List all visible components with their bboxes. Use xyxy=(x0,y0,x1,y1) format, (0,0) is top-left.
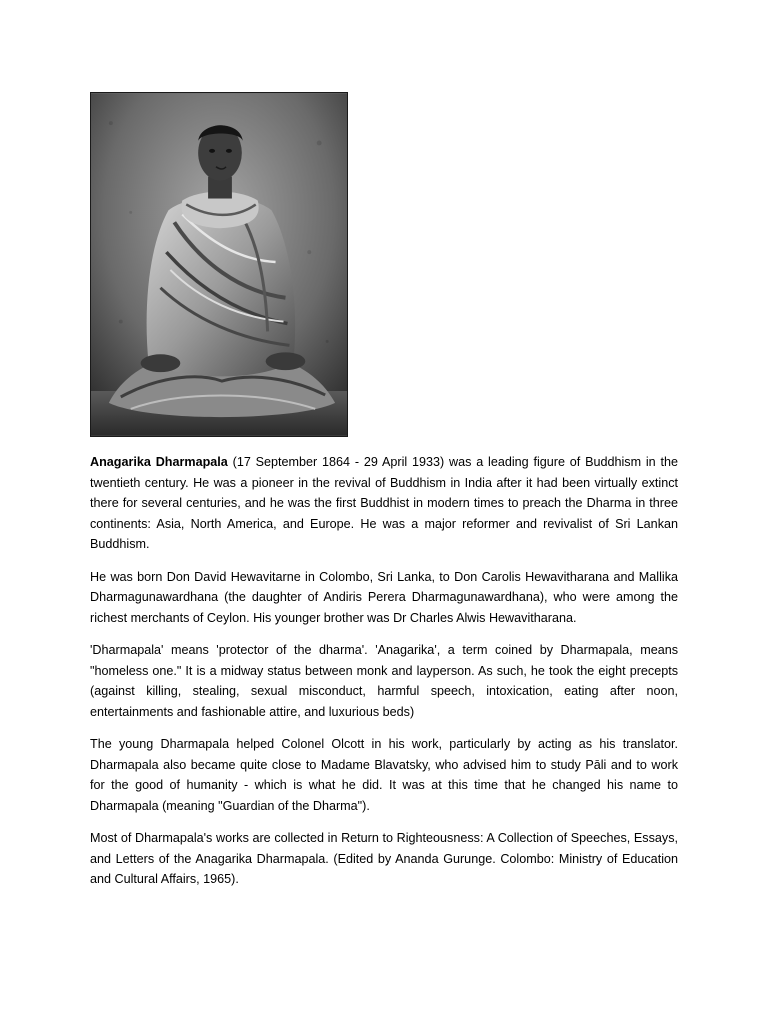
paragraph-olcott: The young Dharmapala helped Colonel Olcott in his work, particularly by acting as his translator. Dharmapala also became quite close to Madame Blavatsky, who advised him to study Pāli and to work for the good of humanity - which is what he did. It was at this time that he changed his name to Dharmapala (meaning "Guardian of the Dharma"). xyxy=(90,737,678,813)
paragraph-works: Most of Dharmapala's works are collected in Return to Righteousness: A Collection of Speeches, Essays, and Letters of the Anagarika Dharmapala. (Edited by Ananda Gurunge. Colombo: Ministry of Education and Cultural Affairs, 1965). xyxy=(90,831,678,886)
portrait-photo xyxy=(90,92,348,437)
portrait-illustration xyxy=(91,93,347,436)
article-body xyxy=(90,452,678,902)
paragraph-birth: He was born Don David Hewavitarne in Colombo, Sri Lanka, to Don Carolis Hewavitharana and Mallika Dharmagunawardhana (the daughter of Andiris Perera Dharmagunawardhana), who were among the richest merchants of Ceylon. His younger brother was Dr Charles Alwis Hewavitharana. xyxy=(90,569,678,625)
paragraph-name-meaning: 'Dharmapala' means 'protector of the dharma'. 'Anagarika', a term coined by Dharmapala, means "homeless one." It is a midway status between monk and layperson. As such, he took the eight precepts (against killing, stealing, sexual misconduct, harmful speech, intoxication, eating after noon, entertainments and fashionable attire, and luxurious beds) xyxy=(90,643,678,719)
paragraph-intro xyxy=(90,452,678,555)
paragraph-intro-text: (17 September 1864 - 29 April 1933) was a leading figure of Buddhism in the twentieth century. He was a pioneer in the revival of Buddhism in India after it had been virtually extinct there for several centuries, and he was the first Buddhist in modern times to preach the Dharma in three continents: Asia, North America, and Europe. He was a major reformer and revivalist of Sri Lankan Buddhism. xyxy=(90,455,678,551)
subject-name: Anagarika Dharmapala xyxy=(90,455,228,469)
